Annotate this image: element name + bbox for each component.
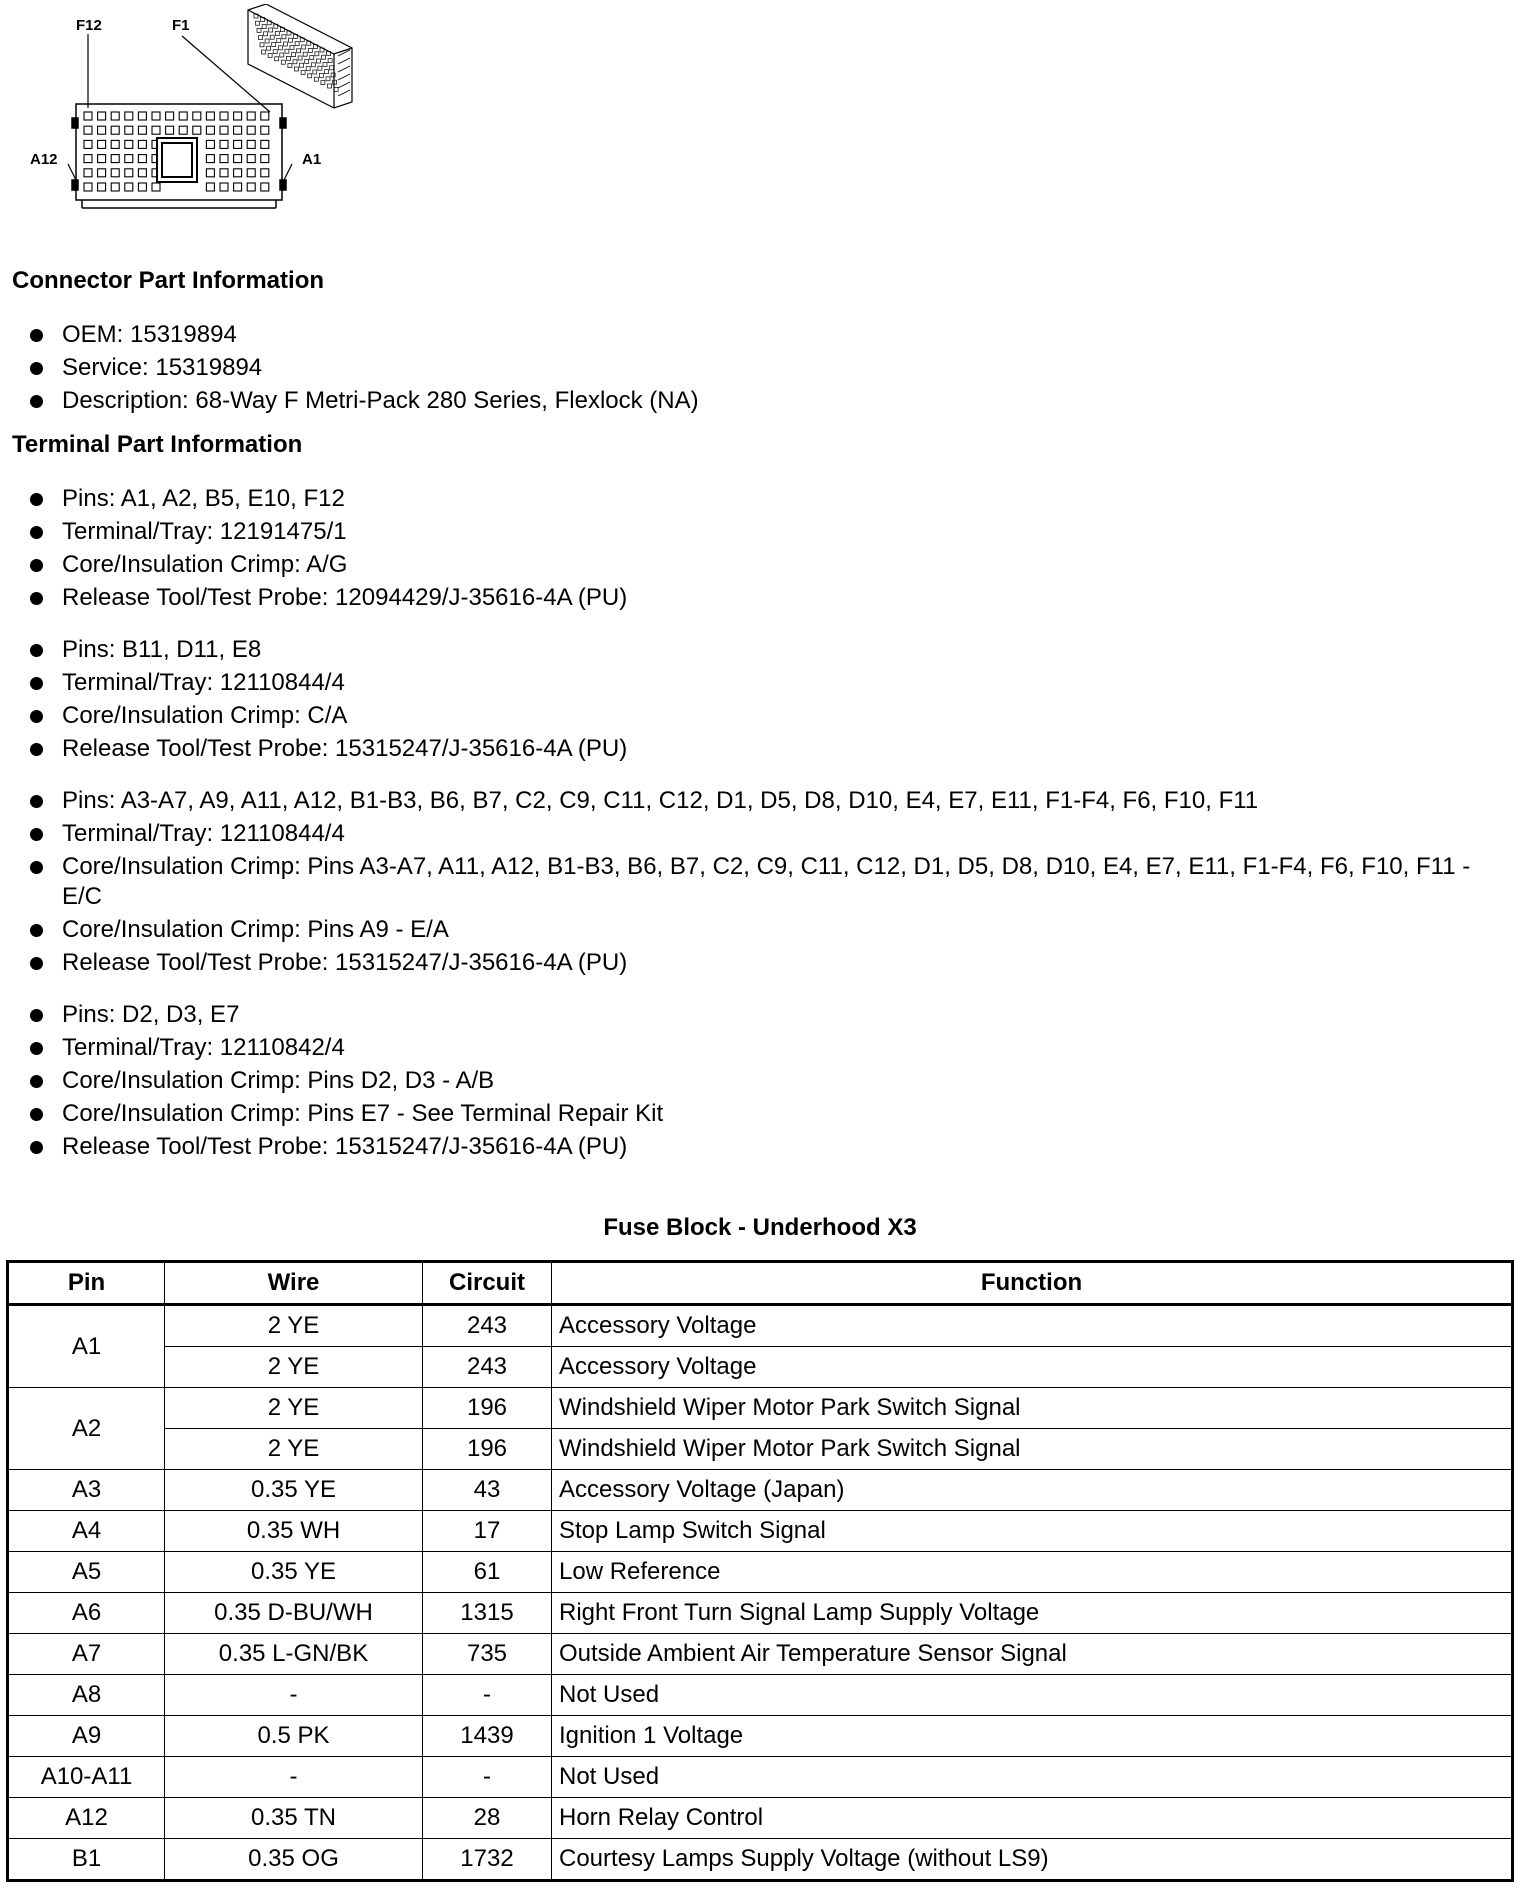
table-row xyxy=(8,1839,1513,1881)
bullet-icon xyxy=(30,1009,43,1022)
list-item: Release Tool/Test Probe: 15315247/J-35616-4A (PU) xyxy=(30,1132,1500,1162)
list-item: Description: 68-Way F Metri-Pack 280 Series, Flexlock (NA) xyxy=(30,386,1500,416)
cell-wire: 0.35 WH xyxy=(165,1511,423,1552)
bullet-icon xyxy=(30,1075,43,1088)
list-item: OEM: 15319894 xyxy=(30,320,1500,350)
cell-circuit: 196 xyxy=(423,1388,552,1429)
list-item: Terminal/Tray: 12191475/1 xyxy=(30,517,1500,547)
cell-circuit: 196 xyxy=(423,1429,552,1470)
bullet-icon xyxy=(30,1042,43,1055)
list-item: Core/Insulation Crimp: Pins E7 - See Terminal Repair Kit xyxy=(30,1099,1500,1129)
list-item: Pins: A3-A7, A9, A11, A12, B1-B3, B6, B7, C2, C9, C11, C12, D1, D5, D8, D10, E4, E7, E11, F1-F4, F6, F10, F11 xyxy=(30,786,1500,816)
table-row xyxy=(8,1388,1513,1429)
list-item: Release Tool/Test Probe: 15315247/J-35616-4A (PU) xyxy=(30,948,1500,978)
cell-circuit: - xyxy=(423,1757,552,1798)
cell-function: Outside Ambient Air Temperature Sensor Signal xyxy=(552,1634,1513,1675)
cell-circuit: 735 xyxy=(423,1634,552,1675)
bullet-icon xyxy=(30,677,43,690)
header-function: Function xyxy=(552,1262,1513,1305)
list-item: Pins: A1, A2, B5, E10, F12 xyxy=(30,484,1500,514)
cell-pin: A6 xyxy=(8,1593,165,1634)
bullet-icon xyxy=(30,1141,43,1154)
cell-wire: - xyxy=(165,1757,423,1798)
cell-function: Windshield Wiper Motor Park Switch Signal xyxy=(552,1429,1513,1470)
cell-circuit: 61 xyxy=(423,1552,552,1593)
bullet-icon xyxy=(30,644,43,657)
table-row xyxy=(8,1552,1513,1593)
cell-function: Not Used xyxy=(552,1675,1513,1716)
cell-wire: 2 YE xyxy=(165,1429,423,1470)
list-item: Core/Insulation Crimp: A/G xyxy=(30,550,1500,580)
cell-wire: 0.35 YE xyxy=(165,1470,423,1511)
cell-circuit: - xyxy=(423,1675,552,1716)
cell-function: Accessory Voltage (Japan) xyxy=(552,1470,1513,1511)
bullet-icon xyxy=(30,861,43,874)
cell-pin: A7 xyxy=(8,1634,165,1675)
bullet-icon xyxy=(30,957,43,970)
cell-wire: 2 YE xyxy=(165,1347,423,1388)
table-row xyxy=(8,1429,1513,1470)
table-row xyxy=(8,1798,1513,1839)
bullet-icon xyxy=(30,526,43,539)
connector-diagram xyxy=(20,4,380,214)
cell-wire: 2 YE xyxy=(165,1305,423,1347)
list-item: Terminal/Tray: 12110844/4 xyxy=(30,819,1500,849)
bullet-icon xyxy=(30,329,43,342)
cell-function: Courtesy Lamps Supply Voltage (without LS9) xyxy=(552,1839,1513,1881)
cell-function: Stop Lamp Switch Signal xyxy=(552,1511,1513,1552)
cell-function: Horn Relay Control xyxy=(552,1798,1513,1839)
table-row xyxy=(8,1634,1513,1675)
table-row xyxy=(8,1470,1513,1511)
bullet-icon xyxy=(30,493,43,506)
label-a12: A12 xyxy=(30,151,58,168)
connector-info-heading: Connector Part Information xyxy=(12,267,325,294)
table-row xyxy=(8,1593,1513,1634)
list-item: Core/Insulation Crimp: Pins D2, D3 - A/B xyxy=(30,1066,1500,1096)
cell-function: Accessory Voltage xyxy=(552,1305,1513,1347)
cell-circuit: 43 xyxy=(423,1470,552,1511)
bullet-icon xyxy=(30,924,43,937)
cell-pin: A3 xyxy=(8,1470,165,1511)
cell-circuit: 243 xyxy=(423,1305,552,1347)
header-pin: Pin xyxy=(8,1262,165,1305)
cell-pin: A2 xyxy=(8,1388,165,1470)
table-row xyxy=(8,1347,1513,1388)
connector-info-list xyxy=(30,320,1500,419)
list-item: Release Tool/Test Probe: 12094429/J-35616-4A (PU) xyxy=(30,583,1500,613)
connector-face-view xyxy=(72,104,286,208)
table-title: Fuse Block - Underhood X3 xyxy=(603,1214,917,1241)
cell-wire: 0.35 YE xyxy=(165,1552,423,1593)
list-item: Service: 15319894 xyxy=(30,353,1500,383)
label-a1: A1 xyxy=(302,151,322,168)
cell-function: Ignition 1 Voltage xyxy=(552,1716,1513,1757)
cell-circuit: 17 xyxy=(423,1511,552,1552)
list-item: Pins: B11, D11, E8 xyxy=(30,635,1500,665)
bullet-icon xyxy=(30,362,43,375)
list-item: Core/Insulation Crimp: Pins A9 - E/A xyxy=(30,915,1500,945)
cell-circuit: 1732 xyxy=(423,1839,552,1881)
terminal-info-list xyxy=(30,484,1500,1165)
cell-circuit: 1315 xyxy=(423,1593,552,1634)
cell-pin: A8 xyxy=(8,1675,165,1716)
cell-circuit: 28 xyxy=(423,1798,552,1839)
cell-pin: B1 xyxy=(8,1839,165,1881)
label-f12: F12 xyxy=(76,17,102,34)
bullet-icon xyxy=(30,710,43,723)
cell-function: Accessory Voltage xyxy=(552,1347,1513,1388)
cell-function: Not Used xyxy=(552,1757,1513,1798)
bullet-icon xyxy=(30,559,43,572)
table-header-row xyxy=(8,1262,1513,1305)
cell-pin: A10-A11 xyxy=(8,1757,165,1798)
list-item: Terminal/Tray: 12110844/4 xyxy=(30,668,1500,698)
cell-wire: 2 YE xyxy=(165,1388,423,1429)
cell-wire: 0.35 L-GN/BK xyxy=(165,1634,423,1675)
list-item: Terminal/Tray: 12110842/4 xyxy=(30,1033,1500,1063)
cell-pin: A5 xyxy=(8,1552,165,1593)
list-item: Core/Insulation Crimp: C/A xyxy=(30,701,1500,731)
table-row xyxy=(8,1305,1513,1347)
bullet-icon xyxy=(30,828,43,841)
cell-circuit: 1439 xyxy=(423,1716,552,1757)
bullet-icon xyxy=(30,1108,43,1121)
cell-wire: 0.35 D-BU/WH xyxy=(165,1593,423,1634)
pinout-table xyxy=(6,1260,1514,1882)
list-item: Core/Insulation Crimp: Pins A3-A7, A11, A12, B1-B3, B6, B7, C2, C9, C11, C12, D1, D5, D8, D10, E4, E7, E11, F1-F4, F6, F10, F11 - E/C xyxy=(30,852,1500,912)
cell-pin: A12 xyxy=(8,1798,165,1839)
label-f1: F1 xyxy=(172,17,190,34)
header-wire: Wire xyxy=(165,1262,423,1305)
cell-pin: A1 xyxy=(8,1305,165,1388)
bullet-icon xyxy=(30,743,43,756)
table-row xyxy=(8,1675,1513,1716)
cell-wire: - xyxy=(165,1675,423,1716)
header-circuit: Circuit xyxy=(423,1262,552,1305)
list-item: Pins: D2, D3, E7 xyxy=(30,1000,1500,1030)
table-row xyxy=(8,1757,1513,1798)
cell-function: Windshield Wiper Motor Park Switch Signal xyxy=(552,1388,1513,1429)
connector-isometric-view xyxy=(248,4,352,108)
table-row xyxy=(8,1511,1513,1552)
bullet-icon xyxy=(30,592,43,605)
bullet-icon xyxy=(30,395,43,408)
table-row xyxy=(8,1716,1513,1757)
cell-wire: 0.5 PK xyxy=(165,1716,423,1757)
terminal-info-heading: Terminal Part Information xyxy=(12,431,303,458)
cell-wire: 0.35 TN xyxy=(165,1798,423,1839)
cell-pin: A4 xyxy=(8,1511,165,1552)
bullet-icon xyxy=(30,795,43,808)
cell-pin: A9 xyxy=(8,1716,165,1757)
list-item: Release Tool/Test Probe: 15315247/J-35616-4A (PU) xyxy=(30,734,1500,764)
cell-function: Right Front Turn Signal Lamp Supply Voltage xyxy=(552,1593,1513,1634)
cell-circuit: 243 xyxy=(423,1347,552,1388)
cell-function: Low Reference xyxy=(552,1552,1513,1593)
cell-wire: 0.35 OG xyxy=(165,1839,423,1881)
